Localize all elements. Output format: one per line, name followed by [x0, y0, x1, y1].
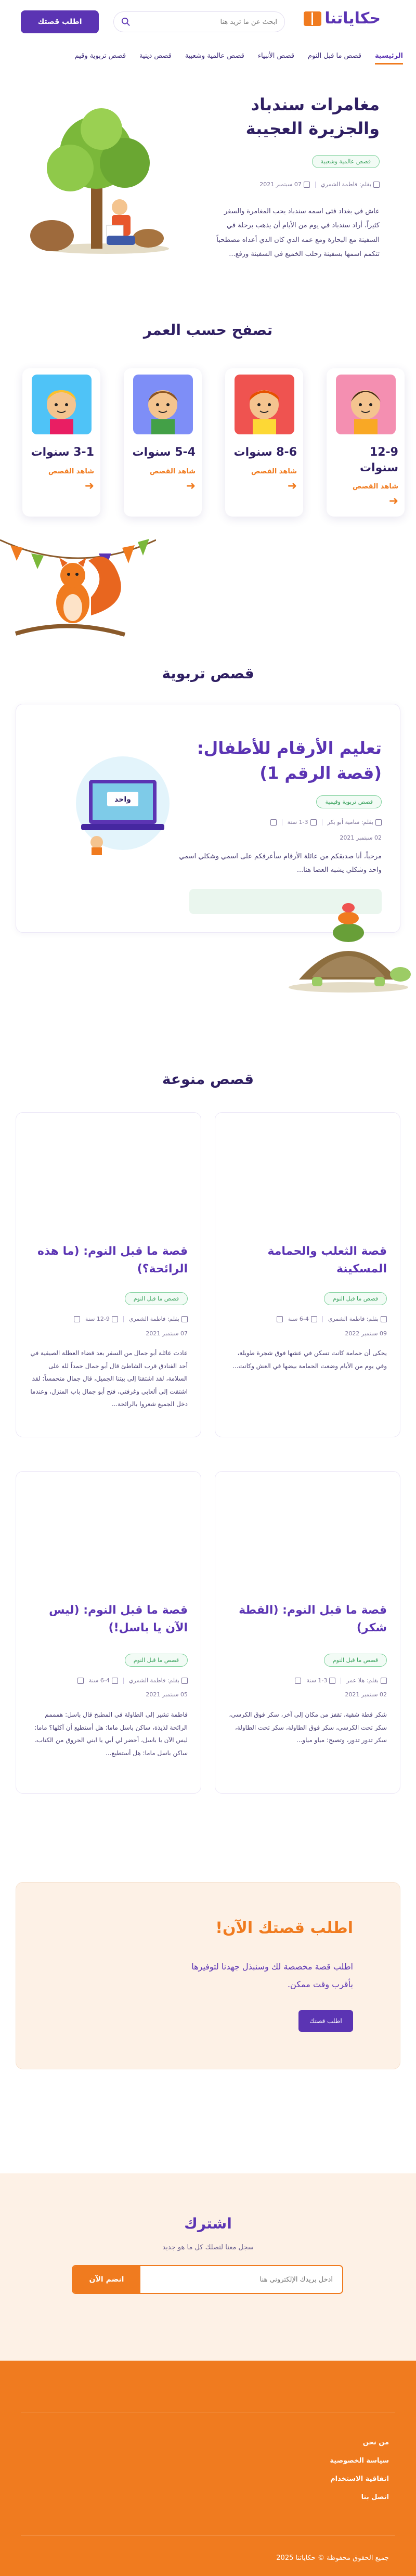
nav-item-home[interactable]: الرئيسية — [375, 52, 403, 65]
child-icon — [311, 1316, 317, 1322]
footer-link-privacy[interactable]: سياسة الخصوصية — [330, 2457, 389, 2465]
view-stories-link[interactable]: شاهد القصص — [150, 467, 196, 475]
arrow-left-icon[interactable]: ➜ — [287, 479, 297, 493]
search-icon[interactable] — [121, 17, 131, 27]
ages-section — [0, 321, 416, 665]
story-card[interactable] — [215, 1471, 400, 1794]
pen-icon — [381, 1678, 387, 1684]
educational-section — [0, 665, 416, 1071]
number-one-laptop-illustration — [66, 751, 180, 855]
join-now-button[interactable]: انضم الآن — [73, 2266, 140, 2293]
subscribe-section — [0, 2173, 416, 2361]
age-range: 1-3 سنة — [288, 819, 317, 826]
date: 05 سبتمبر 2021 — [146, 1691, 188, 1698]
svg-text:واحد: واحد — [114, 795, 131, 804]
logo-text: حكاياتنا — [324, 9, 381, 28]
nav-item-prophets[interactable]: قصص الأنبياء — [257, 52, 294, 60]
author: بقلم: سامية أبو بكر — [328, 819, 382, 826]
search-bar[interactable] — [113, 11, 285, 32]
story-excerpt: عادت عائلة أبو جمال من السفر بعد قضاء العطلة الصيفية في أحد الفنادق قرب الشاطئ قال أبو جمال حمداً لله على السلامة، لقد اشتقنا إلى بيتنا الجميل، قال جمال متحمساً: لقد اشتقت إلى ألعابي وغرفتي، فتح أبو جمال باب المنزل، وعندما دخل الجميع شعروا بالرائحة... — [30, 1349, 188, 1408]
story-card[interactable] — [16, 1471, 201, 1794]
nav-item-global[interactable]: قصص عالمية وشعبية — [185, 52, 244, 60]
age-range: 6-4 سنة — [89, 1677, 118, 1684]
main-nav — [10, 52, 403, 65]
story-meta — [293, 1677, 387, 1684]
category-badge[interactable]: قصص تربوية وقيمية — [316, 795, 382, 808]
view-stories-link[interactable]: شاهد القصص — [251, 467, 297, 475]
divider — [315, 182, 316, 188]
pen-icon — [375, 819, 382, 826]
pen-icon — [181, 1316, 188, 1322]
view-stories-link[interactable]: شاهد القصص — [353, 483, 398, 491]
story-meta — [268, 819, 382, 826]
calendar-icon — [270, 819, 277, 826]
story-title[interactable]: قصة ما قبل النوم: (القطة شكر) — [239, 1604, 387, 1635]
nav-item-educational[interactable]: قصص تربوية وقيم — [74, 52, 126, 60]
arrow-left-icon[interactable]: ➜ — [388, 495, 398, 508]
story-excerpt: شكر قطة شقية، تقفز من مكان إلى آخر، سكر فوق الكرسي، سكر تحت الكرسي، سكر فوق الطاولة، سكر تحت الطاولة، سكر تدور تدور، وتصيح: مياو مياو... — [229, 1711, 387, 1744]
calendar-icon — [277, 1316, 283, 1322]
hero-excerpt: عاش في بغداد فتى اسمه سندباد يحب المغامرة والسفر كثيراً، أراد سندباد في يوم من الأيام أن يذهب برحلة في السفينة مع البحارة ومع عمه الذي كان الذي أعداه مصطحباً تتكمم اسمها بسفينة رحلب الخميع في السفينة ورفع... — [216, 208, 380, 258]
pen-icon — [381, 1316, 387, 1322]
story-title[interactable]: قصة ما قبل النوم: (ما هذه الرائحة؟) — [37, 1245, 188, 1276]
squirrel-bunting-illustration — [0, 519, 156, 639]
footer-link-about[interactable]: من نحن — [362, 2439, 389, 2446]
child-icon — [112, 1316, 118, 1322]
author: بقلم: فاطمة الشمري — [328, 1316, 387, 1322]
date: 07 سبتمبر 2021 — [259, 181, 310, 188]
boy-reading-tree-illustration — [29, 106, 174, 256]
age-label: 12-9 سنوات — [359, 446, 398, 474]
calendar-icon — [74, 1316, 80, 1322]
age-card-6-8[interactable] — [225, 368, 303, 517]
age-card-9-12[interactable] — [327, 368, 405, 517]
calendar-icon — [304, 182, 310, 188]
varied-section — [0, 1071, 416, 1861]
child-avatar — [32, 375, 92, 434]
arrow-left-icon[interactable]: ➜ — [186, 479, 196, 493]
divider — [123, 1316, 124, 1322]
story-title[interactable]: قصة ما قبل النوم: (ليس الآن يا باسل!) — [49, 1604, 188, 1635]
author: بقلم: هلا عمر — [346, 1677, 387, 1684]
pen-icon — [373, 182, 380, 188]
story-excerpt: فاطمة تشير إلى الطاولة في المطبخ قال باسل: همممم الرائحة لذيذة، ساكن باسل ماما: هل أستطيع أن آكلها؟ ماما: ليس الآن يا باسل، أحضر لي أبي يا ابني الحروق من الكتاب، ساكن باسل ماما: هل أستطيع... — [34, 1711, 188, 1757]
author: بقلم: فاطمة الشمري — [321, 181, 380, 188]
request-story-button[interactable]: اطلب قصتك — [298, 2010, 353, 2032]
copyright: جميع الحقوق محفوظة © حكاياتنا 2025 — [276, 2554, 389, 2562]
site-footer — [0, 2361, 416, 2576]
story-card[interactable] — [215, 1112, 400, 1437]
book-icon — [304, 11, 321, 26]
calendar-icon — [77, 1678, 84, 1684]
request-text: اطلب قصة مخصصة لك وسنبذل جهدنا لتوفيرها بأقرب وقت ممكن. — [191, 1962, 353, 1989]
child-icon — [329, 1678, 335, 1684]
turtle-stack-illustration — [281, 896, 411, 995]
pen-icon — [181, 1678, 188, 1684]
date: 09 سبتمبر 2022 — [345, 1330, 387, 1337]
category-badge[interactable]: قصص ما قبل النوم — [324, 1654, 387, 1667]
footer-links — [330, 2439, 389, 2501]
story-title[interactable]: تعليم الأرقام للأطفال: (قصة الرقم 1) — [197, 738, 382, 783]
subscribe-text: سجل معنا لتصلك كل ما هو جديد — [162, 2244, 254, 2251]
divider — [123, 1678, 124, 1684]
section-title: قصص منوعة — [162, 1071, 254, 1088]
author: بقلم: فاطمة الشمري — [129, 1316, 188, 1322]
hero-meta — [259, 181, 380, 188]
hero-section — [0, 77, 416, 321]
nav-item-bedtime[interactable]: قصص ما قبل النوم — [307, 52, 361, 60]
category-badge[interactable]: قصص ما قبل النوم — [324, 1292, 387, 1305]
request-section — [0, 1861, 416, 2173]
subscribe-title: اشترك — [184, 2215, 232, 2232]
section-title: قصص تربوية — [162, 665, 254, 682]
age-label: 5-4 سنوات — [132, 446, 196, 459]
story-meta — [75, 1677, 188, 1684]
story-card[interactable] — [16, 1112, 201, 1437]
search-input[interactable] — [131, 18, 277, 26]
arrow-left-icon[interactable]: ➜ — [84, 479, 94, 493]
age-range: 12-9 سنة — [85, 1316, 118, 1322]
footer-link-contact[interactable]: اتصل بنا — [361, 2493, 389, 2501]
age-label: 8-6 سنوات — [233, 446, 297, 459]
category-badge[interactable]: قصص عالمية وشعبية — [312, 155, 380, 168]
story-excerpt: يحكى أن حمامة كانت تسكن في عشها فوق شجرة طويلة، وفي يوم من الأيام وضعت الحمامة بيضها في العش وكانت... — [232, 1349, 387, 1370]
child-avatar — [336, 375, 396, 434]
site-logo[interactable] — [304, 9, 381, 28]
age-card-4-5[interactable] — [124, 368, 202, 517]
story-excerpt: مرحباً، أنا صديقكم من عائلة الأرقام سأعرفكم على اسمي وشكلي اسمي واحد وشكلي يشبه العصا هنا... — [179, 853, 382, 874]
story-meta — [72, 1316, 188, 1322]
story-meta — [275, 1316, 387, 1322]
calendar-icon — [295, 1678, 301, 1684]
request-story-button[interactable]: اطلب قصتك — [21, 10, 99, 33]
age-range: 6-4 سنة — [288, 1316, 317, 1322]
story-title[interactable]: قصة الثعلب والحمامة المسكينة — [267, 1245, 387, 1276]
age-label: 3-1 سنوات — [31, 446, 94, 459]
date: 02 سبتمبر 2021 — [345, 1691, 387, 1698]
nav-item-religious[interactable]: قصص دينية — [139, 52, 172, 60]
age-range: 1-3 سنة — [306, 1677, 335, 1684]
child-icon — [112, 1678, 118, 1684]
date: 02 سبتمبر 2021 — [340, 834, 382, 841]
category-badge[interactable]: قصص ما قبل النوم — [125, 1654, 188, 1667]
age-card-1-3[interactable] — [22, 368, 100, 517]
date: 07 سبتمبر 2021 — [146, 1330, 188, 1337]
divider — [322, 1316, 323, 1322]
request-box — [16, 1882, 400, 2069]
section-title: تصفح حسب العمر — [143, 321, 273, 339]
child-avatar — [133, 375, 193, 434]
email-field[interactable] — [140, 2266, 342, 2293]
child-avatar — [235, 375, 294, 434]
footer-link-terms[interactable]: اتفاقية الاستخدام — [330, 2475, 389, 2483]
site-header — [0, 0, 416, 77]
request-title: اطلب قصتك الآن! — [215, 1919, 353, 1937]
hero-title[interactable]: مغامرات سندباد والجزيرة العجيبة — [245, 95, 380, 139]
author: بقلم: فاطمة الشمري — [129, 1677, 188, 1684]
child-icon — [310, 819, 317, 826]
subscribe-form — [72, 2265, 343, 2294]
view-stories-link[interactable]: شاهد القصص — [48, 467, 94, 475]
category-badge[interactable]: قصص ما قبل النوم — [125, 1292, 188, 1305]
